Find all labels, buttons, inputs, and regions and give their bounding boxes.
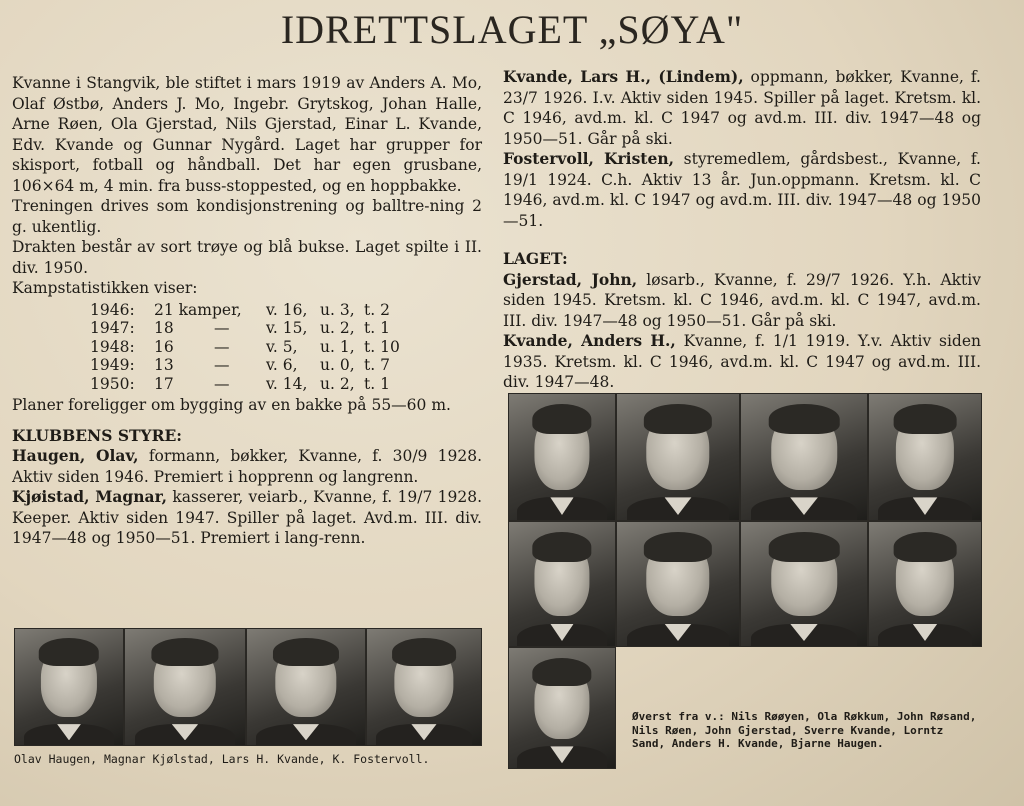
stat-losses: t. 2: [364, 300, 390, 319]
stat-wins: v. 5,: [266, 337, 298, 356]
stat-draws: u. 3,: [320, 300, 355, 319]
team-entry: [503, 270, 981, 332]
person-name: Haugen, Olav,: [12, 446, 139, 465]
photo-caption: Olav Haugen, Magnar Kjølstad, Lars H. Kvande, K. Fostervoll.: [14, 752, 430, 766]
stat-dash: —: [214, 374, 230, 393]
intro-paragraph: Treningen drives som kondisjonstrening og balltre-ning 2 g. ukentlig.: [12, 197, 482, 236]
board-entry: [503, 149, 981, 231]
person-text: kasserer, veiarb., Kvanne, f. 19/7 1928. Keeper. Aktiv siden 1947. Spiller på laget. Avd.m. III. div. 1947—48 og 1950—51. Premiert i lang-renn.: [12, 488, 482, 547]
intro-paragraph: Kvanne i Stangvik, ble stiftet i mars 1919 av Anders A. Mo, Olaf Østbø, Anders J. Mo, Ingebr. Grytskog, Johan Halle, Arne Røen, Ola Gjerstad, Nils Gjerstad, Einar L. Kvande, Edv. Kvande og Gunnar Nygård. Laget har grupper for skisport, fotball og håndball. Det har egen grusbane, 106×64 m, 4 min. fra buss-stoppested, og en hoppbakke.: [12, 74, 482, 195]
person-name: Kjøistad, Magnar,: [12, 487, 168, 506]
person-name: Gjerstad, John,: [503, 269, 638, 289]
portrait-photo: [740, 521, 868, 647]
plans-paragraph: Planer foreligger om bygging av en bakke på 55—60 m.: [12, 396, 451, 414]
portrait-photo: [508, 393, 616, 521]
table-row: [90, 375, 400, 394]
team-heading: LAGET:: [503, 249, 568, 268]
table-row: [90, 301, 400, 320]
page-title: IDRETTSLAGET „SØYA": [280, 7, 744, 52]
board-entry: [12, 487, 482, 549]
stat-wins: v. 15,: [266, 319, 308, 337]
board-heading: KLUBBENS STYRE:: [12, 425, 183, 445]
board-entry: [503, 67, 981, 149]
person-text: oppmann, bøkker, Kvanne, f. 23/7 1926. I.v. Aktiv siden 1945. Spiller på laget. Kretsm. kl. C 1946, avd.m. kl. C 1947 og avd.m. III. div. 1947—48 og 1950—51. Går på ski.: [503, 68, 981, 148]
stat-dash: —: [214, 337, 230, 356]
stat-dash: —: [214, 319, 230, 337]
person-name: Fostervoll, Kristen,: [503, 149, 674, 168]
stat-draws: u. 2,: [320, 319, 355, 337]
portrait-photo: [366, 628, 482, 746]
portrait-photo: [124, 628, 246, 746]
stat-year: 1949:: [90, 356, 135, 374]
table-row: [90, 356, 400, 375]
stat-year: 1950:: [90, 374, 135, 393]
portrait-photo: [868, 393, 982, 521]
person-name: Kvande, Anders H.,: [503, 331, 676, 350]
left-column: [12, 73, 482, 549]
stat-games: 16: [154, 337, 174, 356]
portrait-photo: [616, 521, 740, 647]
team-entry: [503, 331, 981, 393]
table-row: [90, 338, 400, 357]
stat-losses: t. 10: [364, 337, 400, 356]
person-text: løsarb., Kvanne, f. 29/7 1926. Y.h. Aktiv siden 1945. Kretsm. kl. C 1946, avd.m. kl. C 1947, avd.m. III. div. 1947—48 og 1950—51. Går på ski.: [503, 270, 981, 330]
stat-losses: t. 1: [364, 374, 390, 393]
stat-games: 17: [154, 374, 174, 393]
person-text: styremedlem, gårdsbest., Kvanne, f. 19/1 1924. C.h. Aktiv 13 år. Jun.oppmann. Kretsm. kl. C 1946, avd.m. kl. C 1947 og avd.m. III. div. 1947—48 og 1950—51.: [503, 150, 981, 230]
portrait-photo: [246, 628, 366, 746]
portrait-photo: [868, 521, 982, 647]
stat-games: 13: [154, 356, 174, 374]
stat-wins: v. 14,: [266, 374, 308, 393]
stat-draws: u. 0,: [320, 356, 355, 374]
stat-draws: u. 2,: [320, 374, 355, 393]
stat-dash: —: [214, 356, 230, 374]
stat-wins: v. 6,: [266, 356, 298, 374]
board-entry: [12, 446, 482, 487]
right-column: [503, 67, 981, 393]
stat-year: 1946:: [90, 300, 135, 319]
table-row: [90, 319, 400, 338]
portrait-photo: [740, 393, 868, 521]
intro-paragraph: Kampstatistikken viser:: [12, 279, 198, 297]
intro-paragraph: Drakten består av sort trøye og blå bukse. Laget spilte i II. div. 1950.: [12, 238, 482, 277]
photo-caption: Øverst fra v.: Nils Røøyen, Ola Røkkum, John Røsand, Nils Røen, John Gjerstad, Sverre Kvande, Lorntz Sand, Anders H. Kvande, Bjarne Haugen.: [632, 710, 977, 750]
portrait-photo: [508, 647, 616, 769]
stat-games: 18: [154, 319, 174, 337]
person-text: formann, bøkker, Kvanne, f. 30/9 1928. Aktiv siden 1946. Premiert i hopprenn og langrenn.: [12, 447, 482, 486]
stat-wins: v. 16,: [266, 300, 308, 319]
stat-draws: u. 1,: [320, 337, 355, 356]
stat-losses: t. 1: [364, 319, 390, 337]
match-statistics-table: [90, 301, 400, 394]
stat-games: 21 kamper,: [154, 300, 242, 319]
portrait-photo: [14, 628, 124, 746]
stat-year: 1948:: [90, 337, 135, 356]
stat-losses: t. 7: [364, 356, 390, 374]
portrait-photo: [508, 521, 616, 647]
person-name: Kvande, Lars H., (Lindem),: [503, 67, 744, 86]
stat-year: 1947:: [90, 319, 135, 337]
person-text: Kvanne, f. 1/1 1919. Y.v. Aktiv siden 1935. Kretsm. kl. C 1946, avd.m. kl. C 1947 og avd.m. III. div. 1947—48.: [503, 332, 981, 391]
portrait-photo: [616, 393, 740, 521]
